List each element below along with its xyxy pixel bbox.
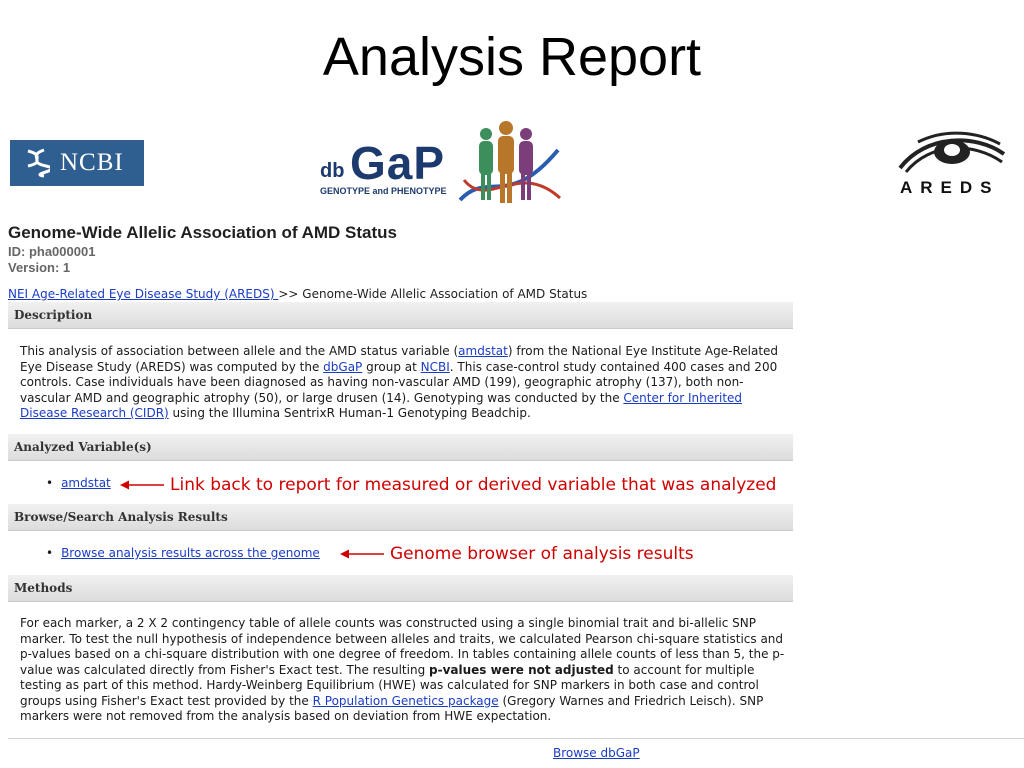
r-popgen-link[interactable]: R Population Genetics package — [312, 693, 499, 708]
ncbi-logo-text: NCBI — [60, 149, 124, 176]
annotation-browser — [340, 544, 694, 564]
analysis-id: ID: pha000001 — [8, 244, 96, 259]
description-part-1: This analysis of association between allele and the AMD status variable ( — [20, 344, 459, 358]
dbgap-logo[interactable] — [318, 120, 563, 208]
slide-title: Analysis Report — [322, 27, 702, 87]
areds-logo-text: AREDS — [900, 178, 1000, 197]
areds-logo[interactable] — [896, 128, 1014, 203]
breadcrumb — [8, 287, 587, 301]
section-header-description[interactable]: Description — [8, 302, 793, 329]
eye-icon — [896, 128, 1006, 176]
page-title: Genome-Wide Allelic Association of AMD Status — [8, 223, 398, 242]
dbgap-link[interactable]: dbGaP — [323, 359, 363, 374]
description-part-5: using the Illumina SentrixR Human-1 Genotyping Beadchip. — [168, 406, 531, 420]
methods-text — [20, 616, 788, 725]
ncbi-logo[interactable] — [10, 140, 144, 186]
dbgap-logo-gap: GaP — [350, 137, 446, 189]
dbgap-logo-subtitle: GENOTYPE and PHENOTYPE — [320, 186, 447, 196]
browse-dbgap-link[interactable]: Browse dbGaP — [553, 746, 640, 760]
section-header-browse-search[interactable]: Browse/Search Analysis Results — [8, 504, 793, 531]
ncbi-link[interactable]: NCBI — [420, 359, 450, 374]
report-header — [8, 222, 798, 276]
annotation-variable — [120, 475, 776, 495]
analysis-version: Version: 1 — [8, 260, 71, 275]
description-part-4: . This case-control study contained 400 cases and 200 controls. Case individuals have been diagnosed as having non-vascular AMD (199), geographic atrophy (137), both non-vascular AMD and geographic atrophy (50), or large drusen (14). Genotyping was conducted by the — [20, 359, 778, 405]
methods-emphasis: p-values were not adjusted — [429, 662, 614, 677]
bullet-icon: • — [46, 476, 54, 490]
people-dna-icon — [458, 120, 562, 208]
arrow-left-icon — [120, 479, 164, 491]
methods-part-3: (Gregory Warnes and Friedrich Leisch). SNP markers were not removed from the analysis based on deviation from HWE expectation. — [20, 693, 764, 723]
description-part-3: group at — [362, 359, 421, 374]
methods-part-2: to account for multiple testing as part of this method. Hardy-Weinberg Equilibrium (HWE) was calculated for SNP markers in both case and control groups using Fisher's Exact test provided by the — [20, 662, 759, 708]
annotation-browser-text: Genome browser of analysis results — [390, 544, 694, 564]
section-header-methods[interactable]: Methods — [8, 575, 793, 602]
browse-results-link[interactable]: Browse analysis results across the genome — [61, 546, 320, 560]
description-part-2: ) from the National Eye Institute Age-Related Eye Disease Study (AREDS) was computed by the — [20, 344, 779, 374]
breadcrumb-separator: >> — [278, 287, 303, 301]
cidr-link[interactable]: Center for Inherited Disease Research (CIDR) — [20, 390, 743, 420]
amdstat-link[interactable]: amdstat — [458, 344, 508, 358]
bullet-icon: • — [46, 546, 54, 560]
description-text — [20, 344, 788, 422]
section-header-analyzed-variables[interactable]: Analyzed Variable(s) — [8, 434, 793, 461]
dbgap-logo-db: db — [320, 160, 345, 182]
analyzed-variable-item — [46, 476, 111, 490]
annotation-variable-text: Link back to report for measured or derived variable that was analyzed — [170, 475, 777, 495]
breadcrumb-current: Genome-Wide Allelic Association of AMD Status — [302, 287, 588, 301]
browse-results-item — [46, 546, 320, 560]
arrow-left-icon — [340, 548, 384, 560]
footer-divider — [8, 738, 1024, 739]
breadcrumb-study-link[interactable]: NEI Age-Related Eye Disease Study (AREDS) — [8, 287, 279, 301]
analyzed-variable-link[interactable]: amdstat — [61, 476, 111, 490]
dna-helix-icon — [24, 148, 50, 178]
methods-part-1: For each marker, a 2 X 2 contingency table of allele counts was constructed using a single binomial trait and bi-allelic SNP marker. To test the null hypothesis of independence between alleles and traits, we calculated Pearson chi-square statistics and p-values based on a chi-square distribution with one degree of freedom. In tables containing allele counts of less than 5, the p-value was calculated directly from Fisher's Exact test. The resulting — [20, 616, 785, 677]
